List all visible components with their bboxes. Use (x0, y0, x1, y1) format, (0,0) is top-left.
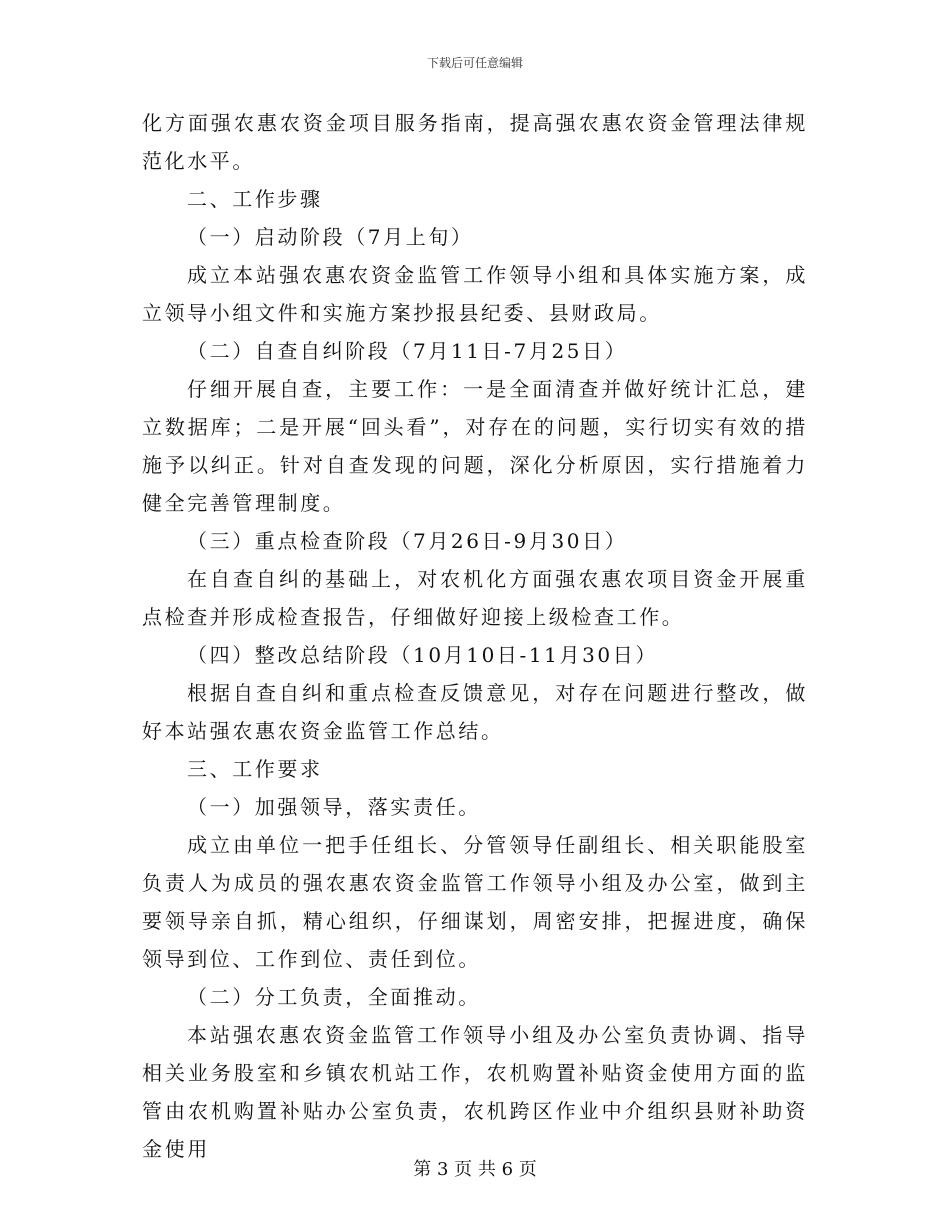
subsection-heading: （二）自查自纠阶段（7月11日-7月25日） (187, 339, 628, 363)
paragraph: 化方面强农惠农资金项目服务指南，提高强农惠农资金管理法律规范化水平。 (142, 111, 808, 173)
paragraph: 根据自查自纠和重点检查反馈意见，对存在问题进行整改，做好本站强农惠农资金监管工作总结。 (142, 681, 808, 743)
subsection-heading: （二）分工负责，全面推动。 (187, 985, 481, 1009)
section-heading: 三、工作要求 (187, 757, 323, 781)
paragraph: 本站强农惠农资金监管工作领导小组及办公室负责协调、指导相关业务股室和乡镇农机站工作，农机购置补贴资金使用方面的监管由农机购置补贴办公室负责，农机跨区作业中介组织县财补助资金使用 (142, 1023, 808, 1161)
page-number-footer: 第 3 页 共 6 页 (413, 1159, 537, 1180)
paragraph: 在自查自纠的基础上，对农机化方面强农惠农项目资金开展重点检查并形成检查报告，仔细做好迎接上级检查工作。 (142, 567, 808, 629)
paragraph: 仔细开展自查，主要工作：一是全面清查并做好统计汇总，建立数据库；二是开展“回头看”，对存在的问题，实行切实有效的措施予以纠正。针对自查发现的问题，深化分析原因，实行措施着力健全完善管理制度。 (142, 377, 808, 515)
subsection-heading: （一）加强领导，落实责任。 (187, 795, 481, 819)
section-heading: 二、工作步骤 (187, 187, 323, 211)
page-header: 下载后可任意编辑 (426, 56, 523, 70)
subsection-heading: （一）启动阶段（7月上旬） (187, 225, 474, 249)
paragraph: 成立由单位一把手任组长、分管领导任副组长、相关职能股室负责人为成员的强农惠农资金监管工作领导小组及办公室，做到主要领导亲自抓，精心组织，仔细谋划，周密安排，把握进度，确保领导到位、工作到位、责任到位。 (142, 833, 808, 971)
subsection-heading: （四）整改总结阶段（10月10日-11月30日） (187, 643, 658, 667)
document-body (142, 104, 808, 1168)
paragraph: 成立本站强农惠农资金监管工作领导小组和具体实施方案，成立领导小组文件和实施方案抄报县纪委、县财政局。 (142, 263, 808, 325)
subsection-heading: （三）重点检查阶段（7月26日-9月30日） (187, 529, 628, 553)
